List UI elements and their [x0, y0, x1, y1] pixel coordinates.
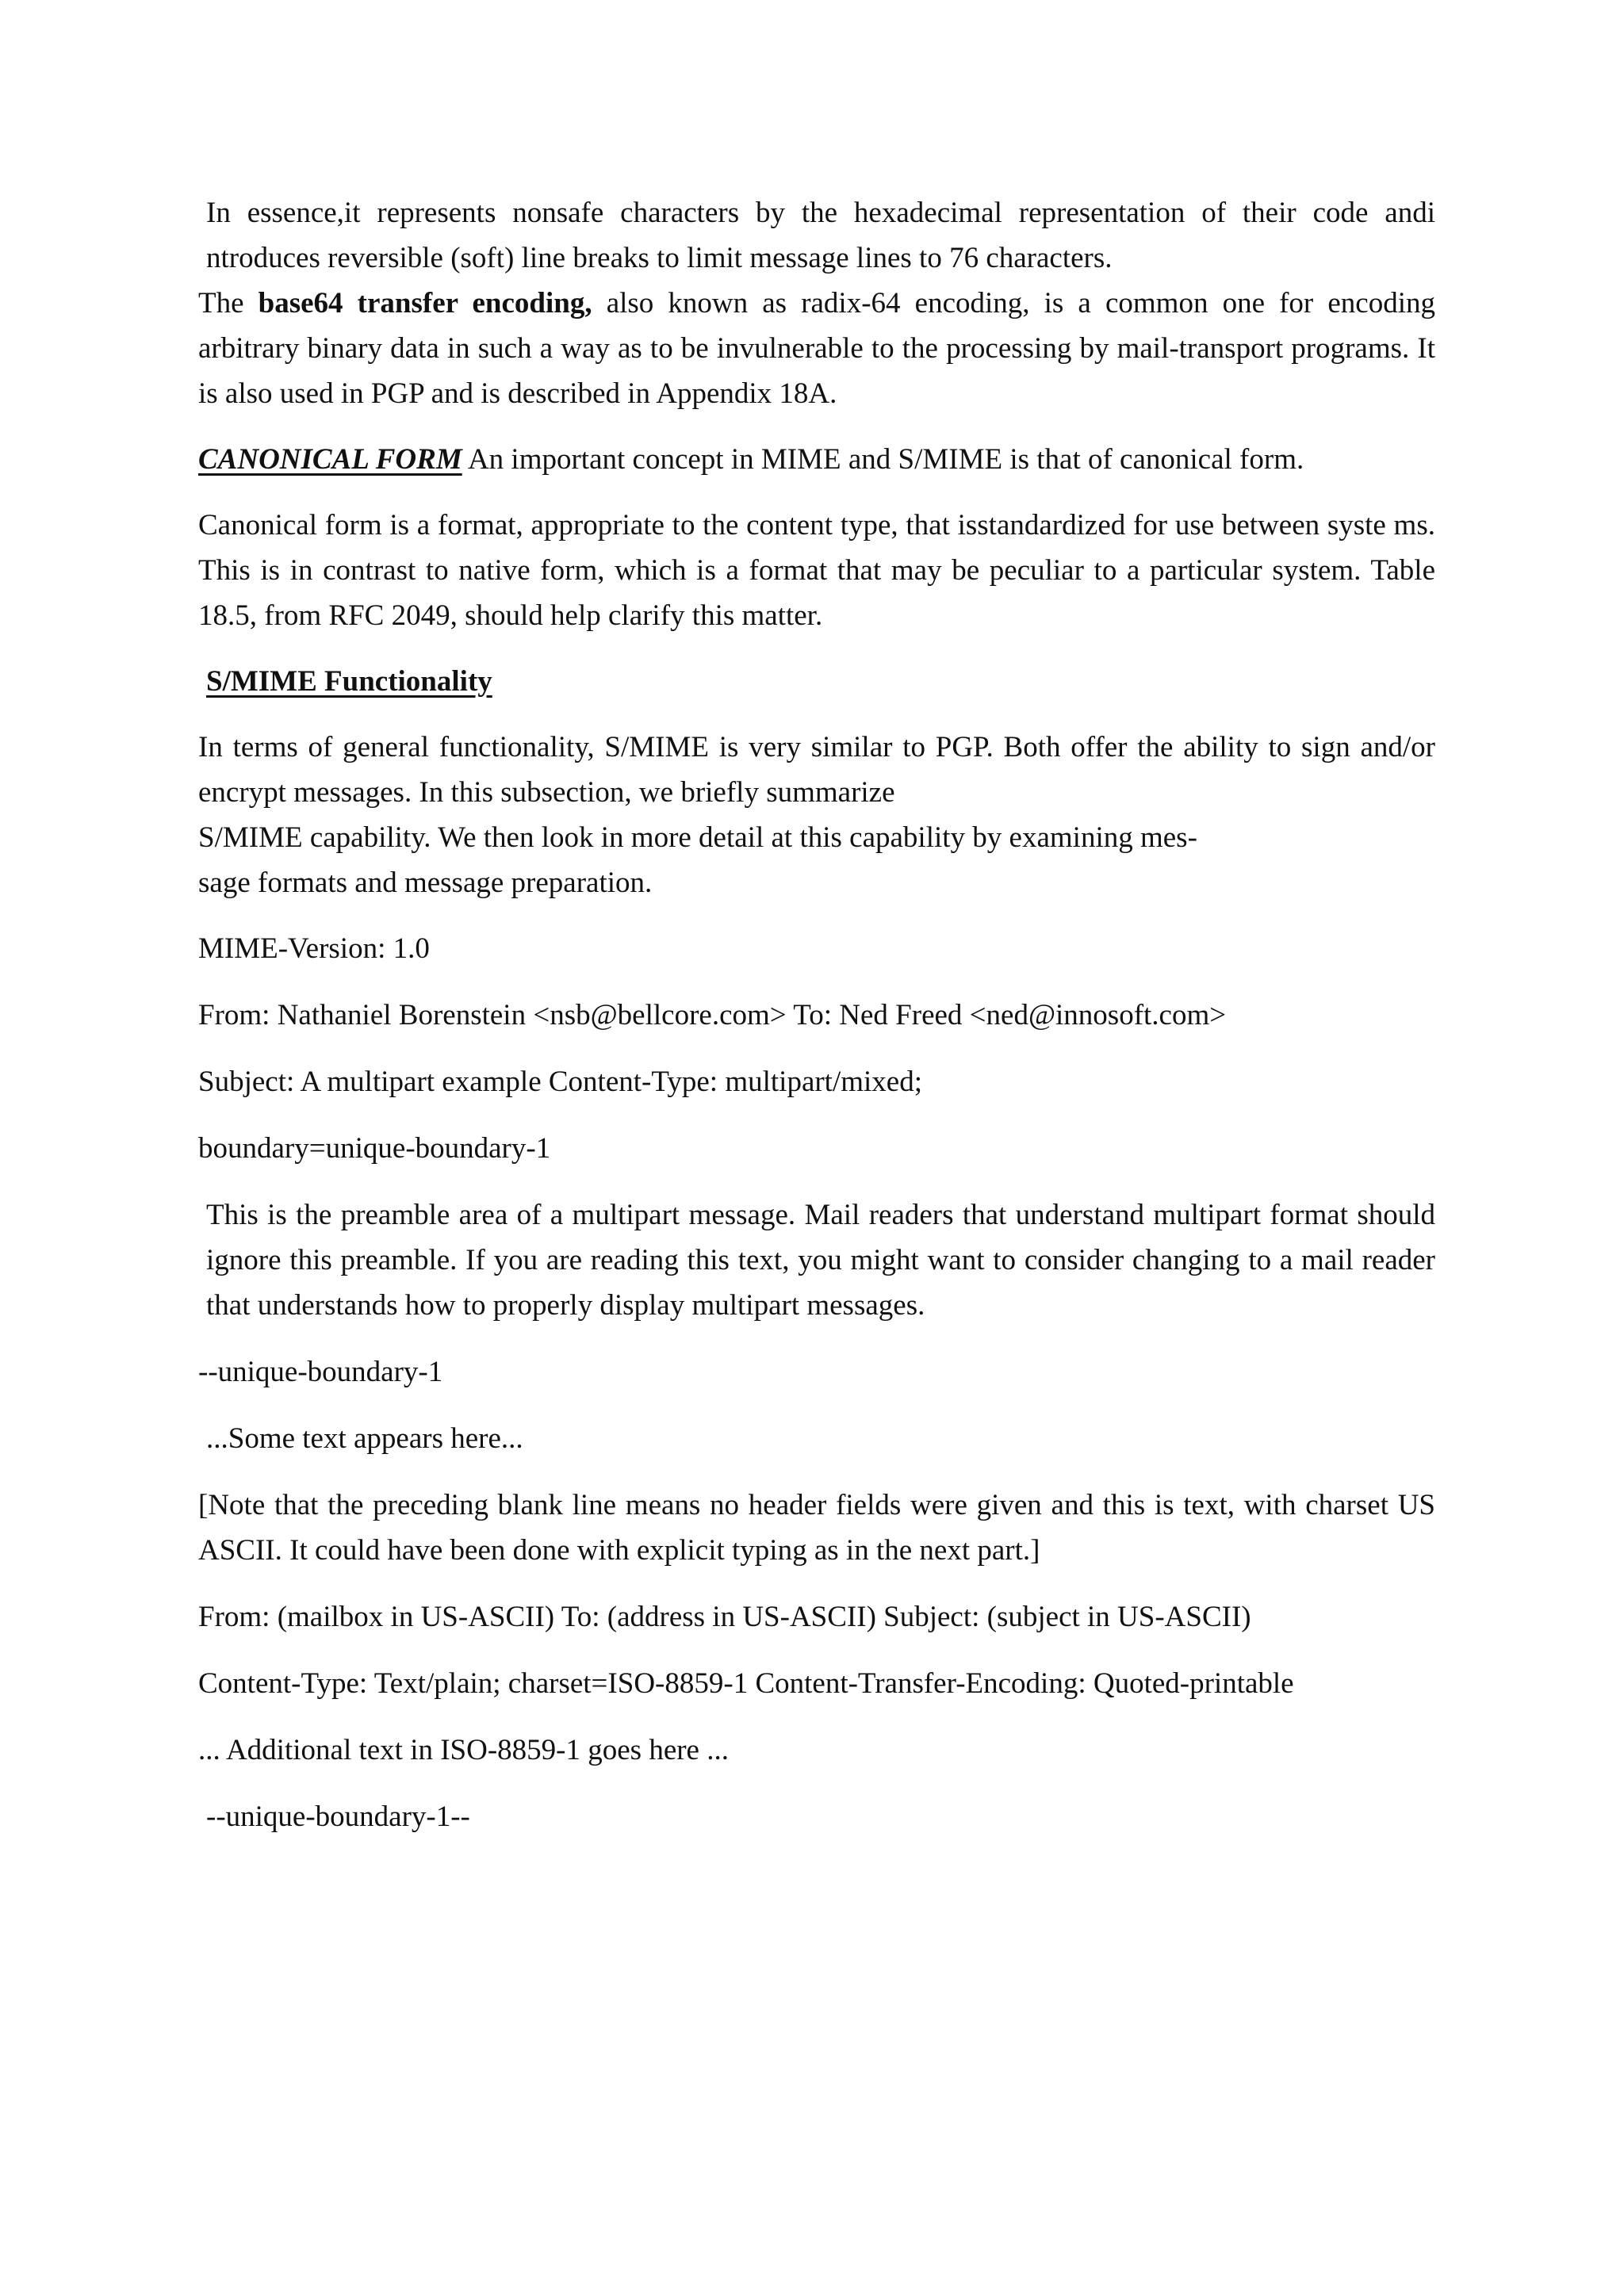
- message-mime-version: MIME-Version: 1.0: [198, 932, 430, 965]
- paragraph-smime-line3: S/MIME capability. We then look in more detail at this capability by examining mes-: [198, 821, 1197, 854]
- message-subject: Subject: A multipart example Content-Type: multipart/mixed;: [198, 1066, 923, 1098]
- canonical-form-text: An important concept in MIME and S/MIME is that of canonical form.: [462, 443, 1304, 476]
- message-from-to: From: Nathaniel Borenstein <nsb@bellcore.com> To: Ned Freed <ned@innosoft.com>: [198, 999, 1227, 1031]
- canonical-form-heading: CANONICAL FORM: [198, 443, 462, 476]
- paragraph-quoted-printable: In essence,it represents nonsafe characters by the hexadecimal representation of their code andi ntroduces reversible (soft) line breaks to limit message lines to 76 characters.: [206, 197, 1435, 274]
- message-note: [Note that the preceding blank line means no header fields were given and this is text, with charset US ASCII. It could have been done with explicit typing as in the next part.]: [198, 1489, 1435, 1567]
- document-page: [198, 190, 1435, 1861]
- message-additional-text: ... Additional text in ISO-8859-1 goes here ...: [198, 1734, 729, 1766]
- message-boundary-marker: --unique-boundary-1: [198, 1356, 443, 1388]
- paragraph-base64-pre: The: [198, 287, 259, 320]
- paragraph-canonical-intro: [198, 437, 1435, 482]
- smime-functionality-heading: S/MIME Functionality: [206, 665, 492, 698]
- paragraph-base64-post: also known as radix-64 encoding, is a common one for encoding arbitrary binary data in such a way as to be invulnerable to the processing by mail-transport programs. It is also used in PGP and is described in Appendix 18A.: [198, 287, 1435, 410]
- paragraph-base64: [198, 281, 1435, 416]
- message-closing-boundary: --unique-boundary-1--: [206, 1800, 470, 1833]
- base64-term: base64 transfer encoding,: [258, 287, 592, 320]
- paragraph-smime-line4: sage formats and message preparation.: [198, 867, 653, 899]
- paragraph-smime-functionality: [198, 725, 1435, 905]
- smime-heading-row: [198, 659, 1435, 704]
- message-content-type: Content-Type: Text/plain; charset=ISO-8859-1 Content-Transfer-Encoding: Quoted-printable: [198, 1667, 1294, 1700]
- paragraph-canonical-definition: Canonical form is a format, appropriate to the content type, that isstandardized for use between syste ms. This is in contrast to native form, which is a format that may be peculiar to a particular system. Table 18.5, from RFC 2049, should help clarify this matter.: [198, 509, 1435, 632]
- message-preamble: This is the preamble area of a multipart message. Mail readers that understand multipart format should ignore this preamble. If you are reading this text, you might want to consider changing to a mail reader that understands how to properly display multipart messages.: [206, 1199, 1435, 1322]
- message-boundary: boundary=unique-boundary-1: [198, 1132, 551, 1165]
- paragraph-smime-justified: In terms of general functionality, S/MIME is very similar to PGP. Both offer the ability to sign and/or encrypt messages. In this subsection, we briefly summarize: [198, 731, 1435, 809]
- message-part-headers: From: (mailbox in US-ASCII) To: (address in US-ASCII) Subject: (subject in US-ASCII): [198, 1601, 1251, 1633]
- message-some-text: ...Some text appears here...: [206, 1422, 523, 1455]
